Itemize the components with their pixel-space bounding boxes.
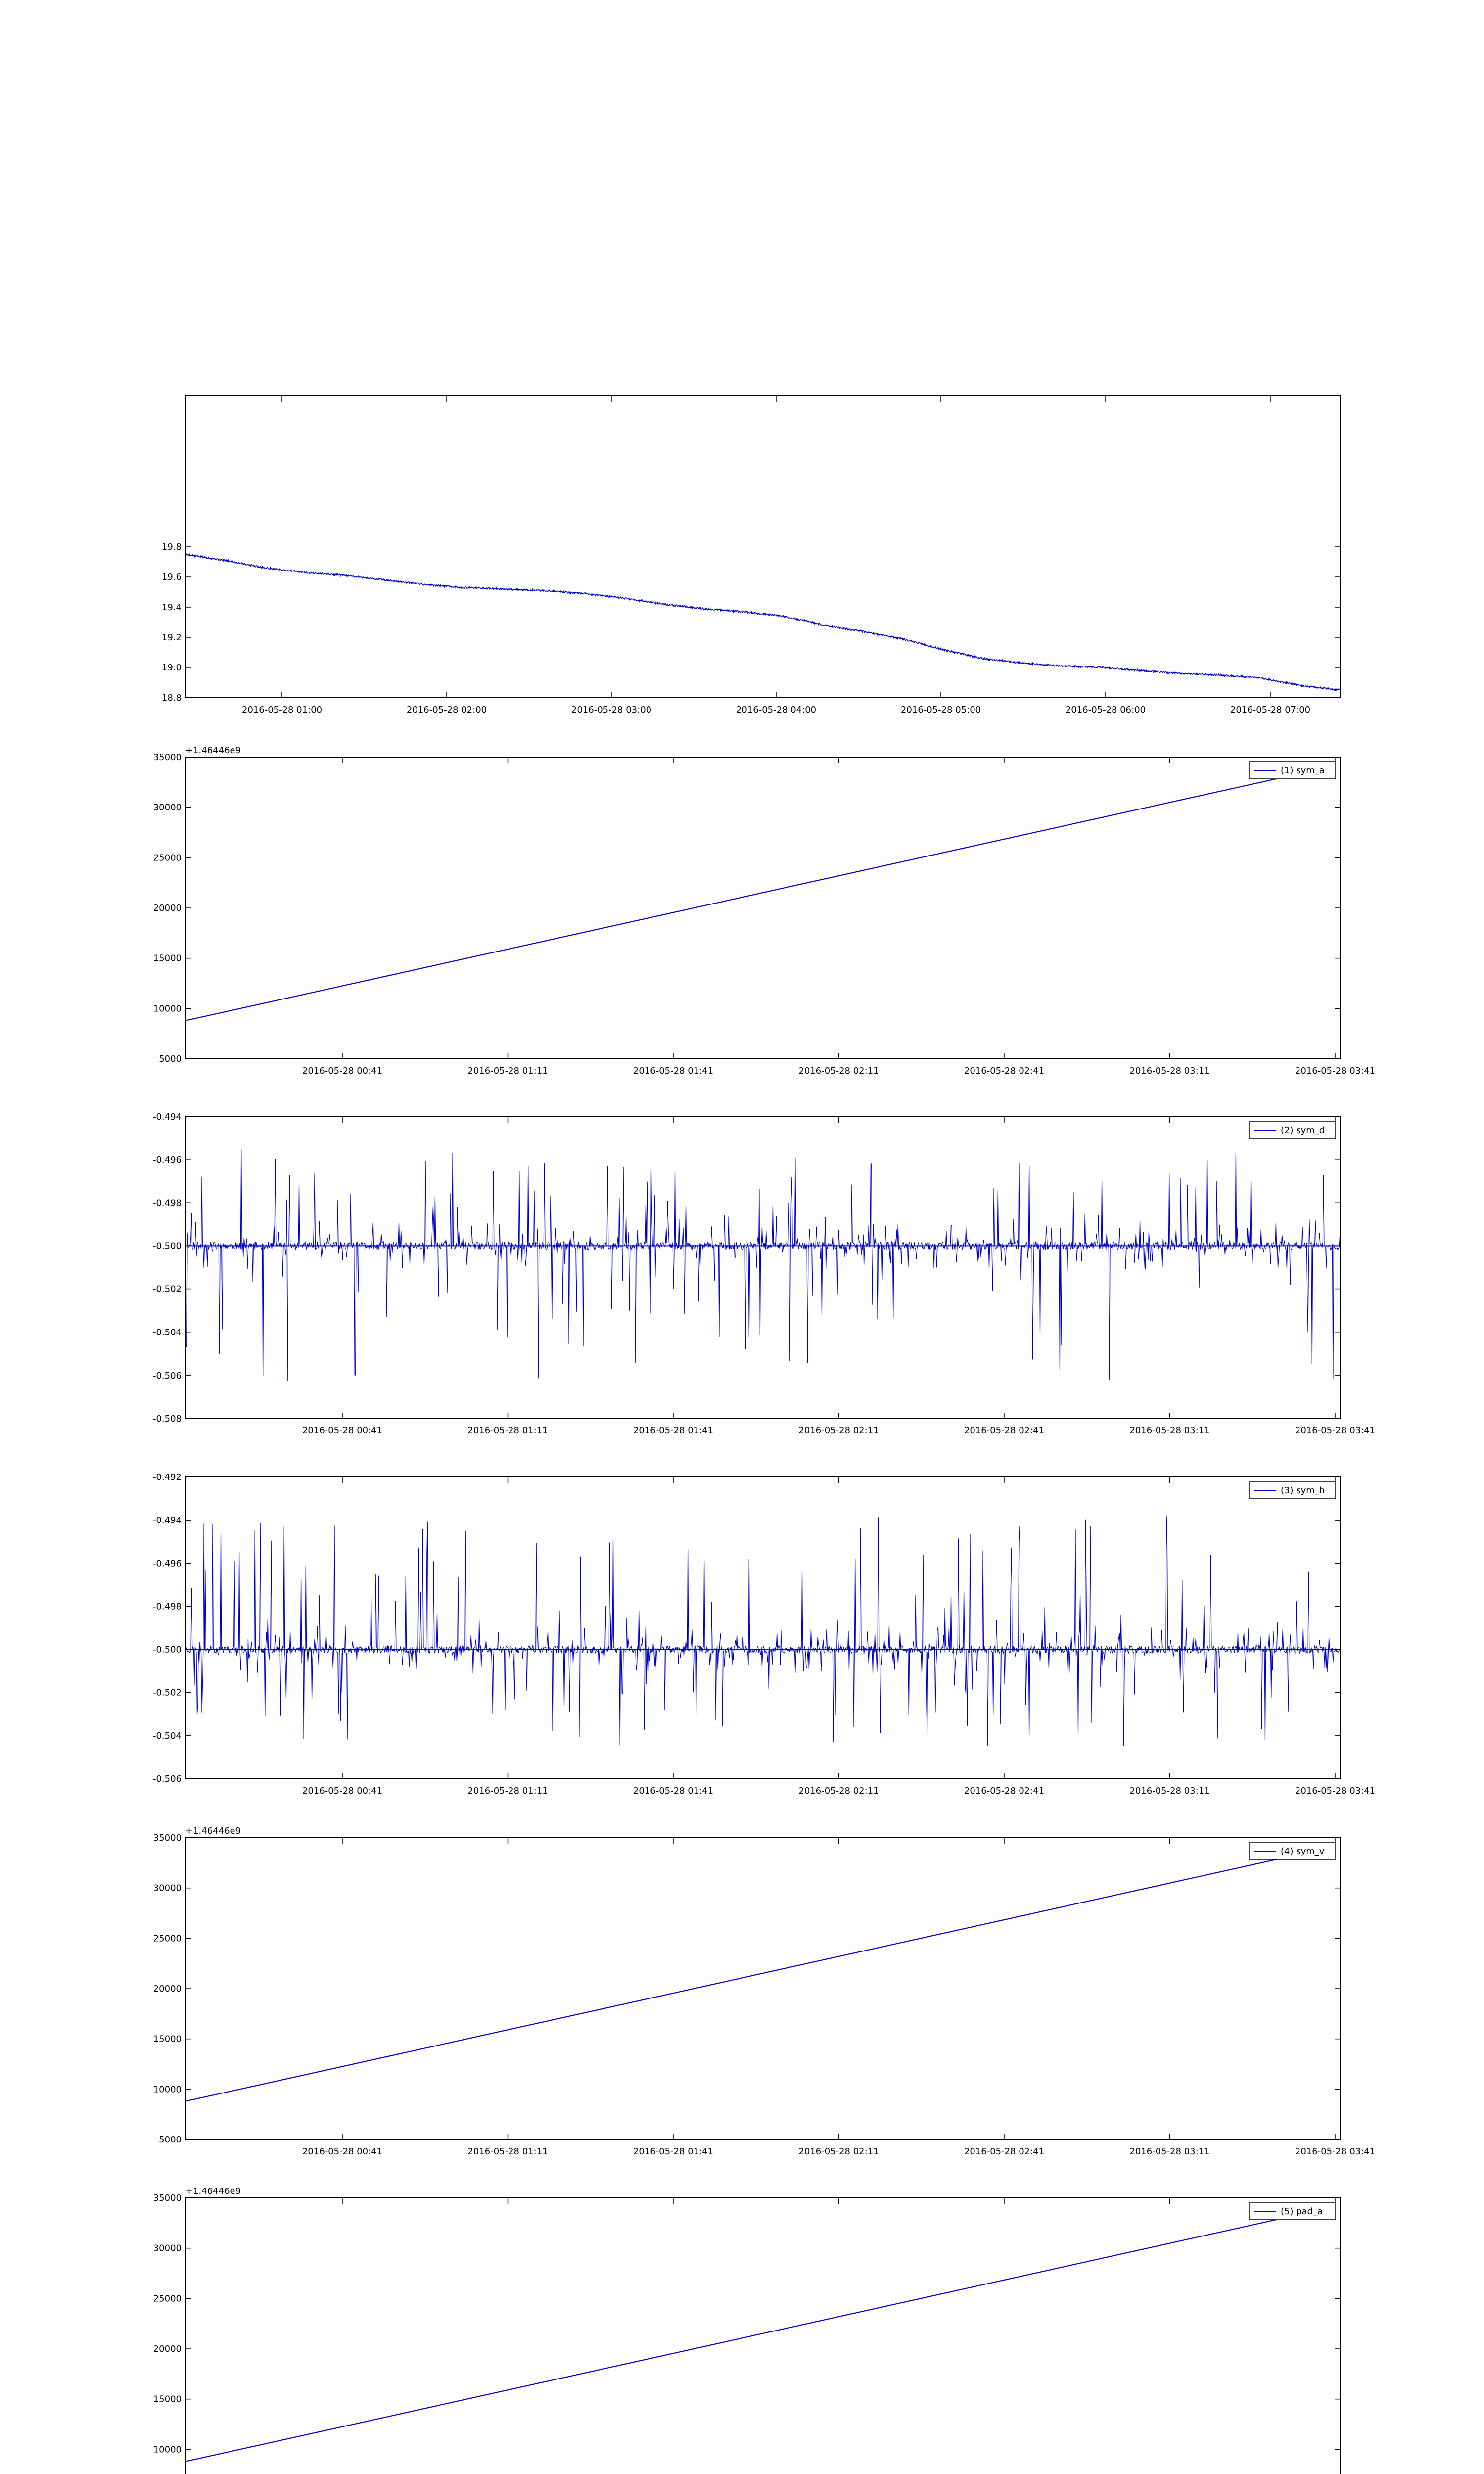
legend-label: (3) sym_h [1281, 1485, 1325, 1496]
series-line [186, 1858, 1284, 2101]
x-tick-label: 2016-05-28 03:00 [571, 705, 652, 715]
y-tick-label: 15000 [153, 953, 182, 964]
x-tick-label: 2016-05-28 03:41 [1295, 2146, 1376, 2157]
x-tick-label: 2016-05-28 01:41 [633, 1066, 714, 1076]
legend-label: (5) pad_a [1281, 2206, 1323, 2217]
subplot-6 [153, 2186, 1375, 2474]
y-tick-label: 5000 [159, 2135, 182, 2145]
y-tick-label: -0.494 [152, 1515, 182, 1526]
y-tick-label: 5000 [159, 1054, 182, 1064]
series-line [186, 554, 1341, 691]
x-tick-label: 2016-05-28 02:41 [964, 1426, 1045, 1436]
y-tick-label: 20000 [153, 2344, 182, 2354]
y-tick-label: 19.2 [161, 632, 182, 643]
x-tick-label: 2016-05-28 01:11 [467, 1426, 548, 1436]
y-tick-label: -0.502 [152, 1687, 182, 1698]
x-tick-label: 2016-05-28 02:00 [406, 705, 487, 715]
y-tick-label: 35000 [153, 1833, 182, 1843]
y-tick-label: 10000 [153, 1003, 182, 1014]
y-tick-label: -0.494 [152, 1112, 182, 1122]
x-tick-label: 2016-05-28 00:41 [302, 1786, 383, 1796]
y-tick-label: -0.508 [152, 1414, 182, 1424]
y-tick-label: 10000 [153, 2084, 182, 2095]
y-tick-label: 25000 [153, 1933, 182, 1944]
legend [1249, 1482, 1336, 1499]
x-tick-label: 2016-05-28 02:11 [798, 1066, 879, 1076]
axes-frame [186, 757, 1341, 1059]
y-tick-label: -0.498 [152, 1198, 182, 1209]
subplot-4 [153, 1472, 1375, 1796]
y-tick-label: -0.500 [152, 1241, 182, 1252]
y-tick-label: -0.496 [152, 1558, 182, 1569]
x-tick-label: 2016-05-28 05:00 [900, 705, 981, 715]
y-tick-label: 35000 [153, 2193, 182, 2203]
axes-frame [186, 1838, 1341, 2140]
y-tick-label: 25000 [153, 2293, 182, 2304]
subplot-5 [153, 1826, 1375, 2157]
y-tick-label: 30000 [153, 1883, 182, 1894]
legend-label: (1) sym_a [1281, 765, 1325, 776]
x-tick-label: 2016-05-28 03:11 [1129, 1426, 1210, 1436]
y-tick-label: -0.498 [152, 1601, 182, 1612]
x-tick-label: 2016-05-28 01:41 [633, 1426, 714, 1436]
x-tick-label: 2016-05-28 03:41 [1295, 1426, 1376, 1436]
y-tick-label: -0.506 [152, 1774, 182, 1784]
y-tick-label: 15000 [153, 2034, 182, 2045]
x-tick-label: 2016-05-28 02:11 [798, 1786, 879, 1796]
y-tick-label: -0.504 [152, 1327, 182, 1338]
series-line [186, 1149, 1341, 1381]
legend-label: (2) sym_d [1281, 1125, 1325, 1136]
subplot-2 [153, 745, 1375, 1076]
axes-frame [186, 1477, 1341, 1779]
x-tick-label: 2016-05-28 01:41 [633, 2146, 714, 2157]
axes-frame [186, 396, 1341, 698]
x-tick-label: 2016-05-28 03:41 [1295, 1066, 1376, 1076]
x-tick-label: 2016-05-28 03:11 [1129, 2146, 1210, 2157]
y-tick-label: -0.492 [152, 1472, 182, 1482]
y-tick-label: 19.8 [161, 542, 182, 552]
y-tick-label: 30000 [153, 2243, 182, 2254]
y-tick-label: -0.500 [152, 1644, 182, 1655]
y-tick-label: 15000 [153, 2394, 182, 2405]
x-tick-label: 2016-05-28 06:00 [1065, 705, 1146, 715]
x-tick-label: 2016-05-28 02:41 [964, 2146, 1045, 2157]
x-tick-label: 2016-05-28 03:11 [1129, 1786, 1210, 1796]
axis-offset-text: +1.46446e9 [186, 745, 241, 756]
x-tick-label: 2016-05-28 01:41 [633, 1786, 714, 1796]
subplot-1 [162, 396, 1341, 715]
legend [1249, 1122, 1336, 1139]
legend-label: (4) sym_v [1281, 1846, 1325, 1856]
x-tick-label: 2016-05-28 07:00 [1230, 705, 1311, 715]
x-tick-label: 2016-05-28 03:11 [1129, 1066, 1210, 1076]
series-line [186, 2218, 1284, 2462]
x-tick-label: 2016-05-28 03:41 [1295, 1786, 1376, 1796]
x-tick-label: 2016-05-28 04:00 [736, 705, 817, 715]
axes-frame [186, 2198, 1341, 2474]
x-tick-label: 2016-05-28 02:41 [964, 1066, 1045, 1076]
y-tick-label: 10000 [153, 2444, 182, 2455]
legend [1249, 762, 1336, 779]
y-tick-label: -0.496 [152, 1155, 182, 1166]
x-tick-label: 2016-05-28 00:41 [302, 1066, 383, 1076]
axis-offset-text: +1.46446e9 [186, 2186, 241, 2196]
x-tick-label: 2016-05-28 00:41 [302, 2146, 383, 2157]
legend [1249, 1843, 1336, 1859]
x-tick-label: 2016-05-28 02:41 [964, 1786, 1045, 1796]
subplot-3 [153, 1112, 1375, 1436]
y-tick-label: 19.0 [161, 663, 182, 673]
series-line [186, 1516, 1341, 1746]
x-tick-label: 2016-05-28 02:11 [798, 2146, 879, 2157]
y-tick-label: 19.4 [161, 602, 182, 613]
x-tick-label: 2016-05-28 00:41 [302, 1426, 383, 1436]
series-line [186, 777, 1284, 1021]
axis-offset-text: +1.46446e9 [186, 1826, 241, 1836]
y-tick-label: 20000 [153, 903, 182, 913]
y-tick-label: -0.506 [152, 1370, 182, 1381]
x-tick-label: 2016-05-28 01:00 [241, 705, 323, 715]
y-tick-label: 35000 [153, 752, 182, 762]
x-tick-label: 2016-05-28 01:11 [467, 1786, 548, 1796]
y-tick-label: -0.504 [152, 1730, 182, 1741]
y-tick-label: -0.502 [152, 1284, 182, 1295]
y-tick-label: 25000 [153, 853, 182, 863]
x-tick-label: 2016-05-28 02:11 [798, 1426, 879, 1436]
legend [1249, 2203, 1336, 2220]
y-tick-label: 20000 [153, 1984, 182, 1994]
y-tick-label: 19.6 [161, 572, 182, 582]
y-tick-label: 18.8 [161, 693, 182, 703]
x-tick-label: 2016-05-28 01:11 [467, 1066, 548, 1076]
x-tick-label: 2016-05-28 01:11 [467, 2146, 548, 2157]
y-tick-label: 30000 [153, 802, 182, 813]
